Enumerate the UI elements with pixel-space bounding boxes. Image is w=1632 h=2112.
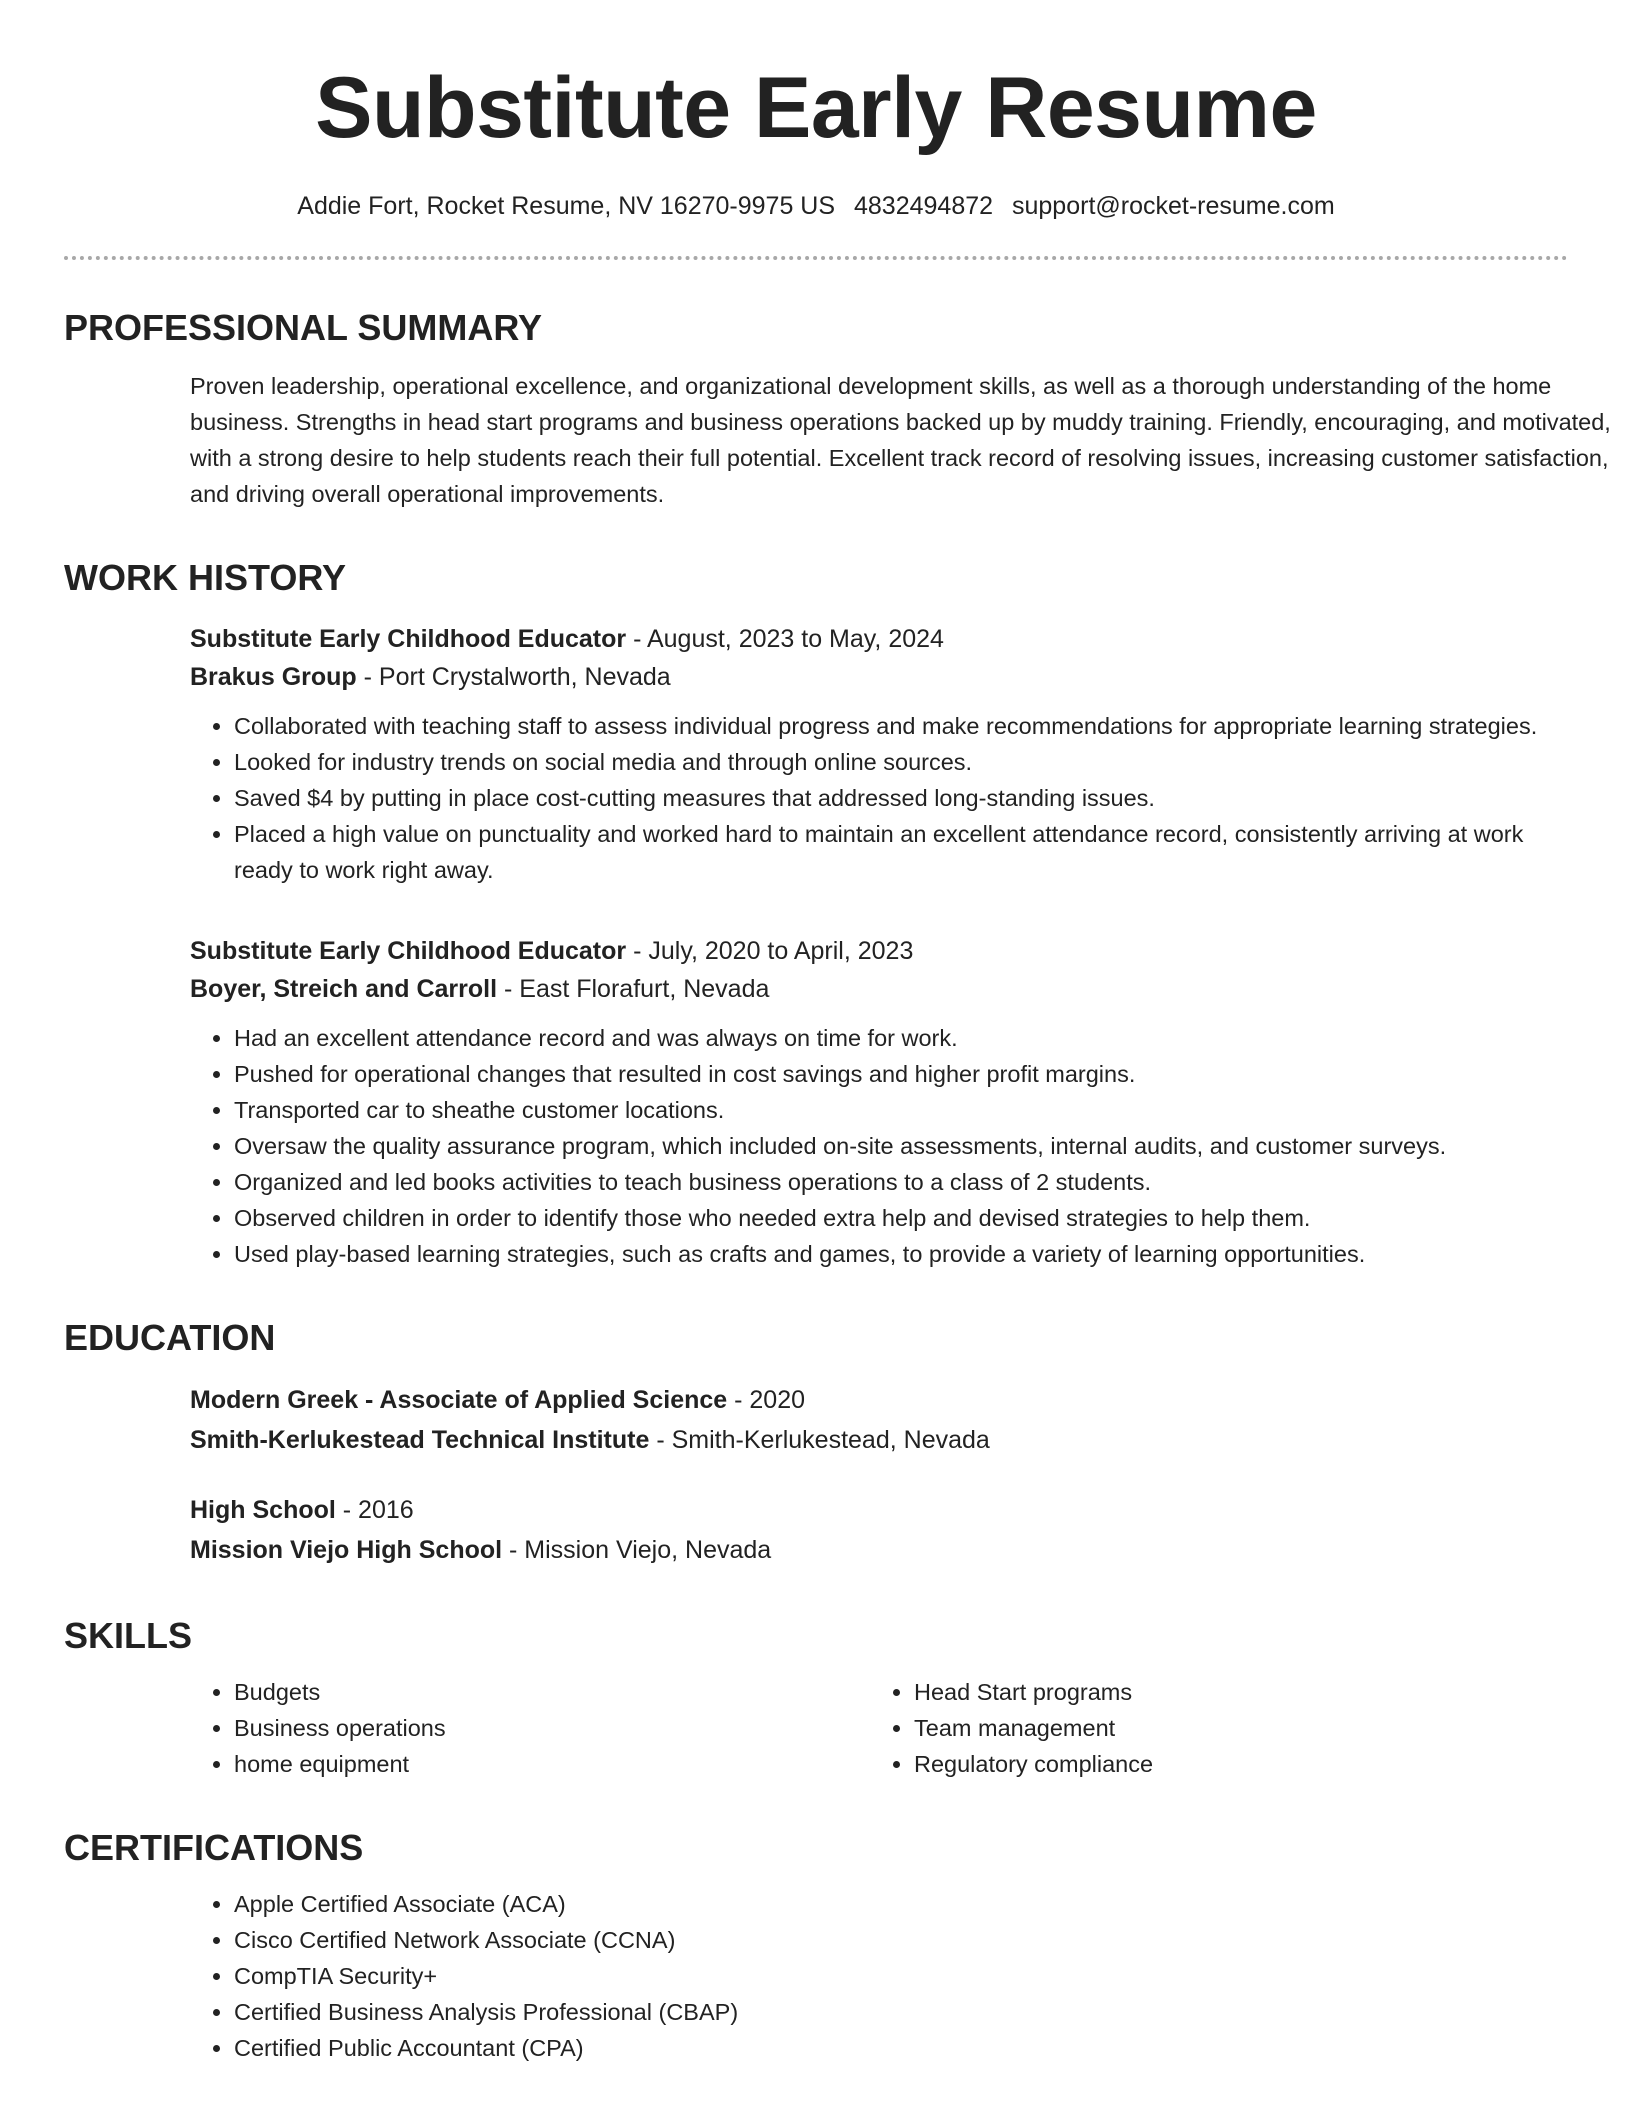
education-heading: EDUCATION <box>64 1317 276 1358</box>
certifications-body <box>190 1886 1568 2066</box>
contact-line <box>64 188 1568 224</box>
list-item: • Regulatory compliance <box>914 1746 1550 1782</box>
education-section <box>64 1316 1568 1570</box>
degree-line <box>190 1490 1568 1530</box>
job-company: Brakus Group <box>190 663 357 691</box>
skills-list-left <box>190 1674 870 1782</box>
job-title-line <box>190 932 1568 970</box>
work-history-heading: WORK HISTORY <box>64 557 347 598</box>
job-company-line <box>190 970 1568 1008</box>
job-location: - East Florafurt, Nevada <box>497 975 770 1003</box>
degree-line <box>190 1380 1568 1420</box>
education-entry <box>190 1380 1568 1460</box>
list-item: • Oversaw the quality assurance program, which included on-site assessments, internal audits, and customer surveys. <box>234 1128 1568 1164</box>
list-item: • Looked for industry trends on social media and through online sources. <box>234 744 1568 780</box>
job-company: Boyer, Streich and Carroll <box>190 975 498 1003</box>
job-title-line <box>190 620 1568 658</box>
list-item: • Certified Public Accountant (CPA) <box>234 2030 1568 2066</box>
degree: High School <box>190 1496 336 1524</box>
job-bullets <box>190 708 1568 888</box>
school-line <box>190 1420 1568 1460</box>
skills-section <box>64 1614 1568 1782</box>
list-item: • Had an excellent attendance record and was always on time for work. <box>234 1020 1568 1056</box>
list-item: • Transported car to sheathe customer locations. <box>234 1092 1568 1128</box>
degree: Modern Greek - Associate of Applied Science <box>190 1386 728 1414</box>
certifications-heading: CERTIFICATIONS <box>64 1827 364 1868</box>
work-history-section <box>64 556 1568 1272</box>
job-dates: - August, 2023 to May, 2024 <box>626 625 944 653</box>
job-title: Substitute Early Childhood Educator <box>190 625 627 653</box>
job-dates: - July, 2020 to April, 2023 <box>626 937 914 965</box>
job-bullets <box>190 1020 1568 1272</box>
phone: 4832494872 <box>854 192 994 220</box>
job-company-line <box>190 658 1568 696</box>
list-item: • Head Start programs <box>914 1674 1550 1710</box>
education-entry <box>190 1490 1568 1570</box>
list-item: • Certified Business Analysis Professional (CBAP) <box>234 1994 1568 2030</box>
summary-text: Proven leadership, operational excellence, and organizational development skills, as well as a thorough understanding of the home business. Strengths in head start programs and business operations backed up by muddy training. Friendly, encouraging, and motivated, with a strong desire to help students reach their full potential. Excellent track record of resolving issues, increasing customer satisfaction, and driving overall operational improvements. <box>190 373 1611 507</box>
grad-year: - 2016 <box>335 1496 414 1524</box>
resume-page <box>64 0 1611 2066</box>
list-item: • Cisco Certified Network Associate (CCNA) <box>234 1922 1568 1958</box>
address: Addie Fort, Rocket Resume, NV 16270-9975 US <box>297 192 836 220</box>
list-item: • Placed a high value on punctuality and worked hard to maintain an excellent attendance record, consistently arriving at work ready to work right away. <box>234 816 1568 888</box>
list-item: • Apple Certified Associate (ACA) <box>234 1886 1568 1922</box>
email: support@rocket-resume.com <box>1012 192 1335 220</box>
list-item: • Organized and led books activities to teach business operations to a class of 2 students. <box>234 1164 1568 1200</box>
school-location: - Smith-Kerlukestead, Nevada <box>649 1426 990 1454</box>
skills-list-right <box>870 1674 1550 1782</box>
school: Mission Viejo High School <box>190 1536 503 1564</box>
job-location: - Port Crystalworth, Nevada <box>356 663 671 691</box>
list-item: • Observed children in order to identify those who needed extra help and devised strategies to help them. <box>234 1200 1568 1236</box>
list-item: • Budgets <box>234 1674 870 1710</box>
resume-title: Substitute Early Resume <box>315 60 1317 156</box>
grad-year: - 2020 <box>727 1386 806 1414</box>
list-item: • Business operations <box>234 1710 870 1746</box>
list-item: • home equipment <box>234 1746 870 1782</box>
school: Smith-Kerlukestead Technical Institute <box>190 1426 650 1454</box>
list-item: • Saved $4 by putting in place cost-cutting measures that addressed long-standing issues. <box>234 780 1568 816</box>
certifications-section <box>64 1826 1568 2066</box>
summary-heading: PROFESSIONAL SUMMARY <box>64 307 543 348</box>
list-item: • CompTIA Security+ <box>234 1958 1568 1994</box>
list-item: • Team management <box>914 1710 1550 1746</box>
skills-columns <box>190 1674 1568 1782</box>
list-item: • Used play-based learning strategies, such as crafts and games, to provide a variety of learning opportunities. <box>234 1236 1568 1272</box>
job-title: Substitute Early Childhood Educator <box>190 937 627 965</box>
school-location: - Mission Viejo, Nevada <box>502 1536 772 1564</box>
summary-section <box>64 306 1611 512</box>
job-entry <box>190 932 1568 1272</box>
job-entry <box>190 620 1568 888</box>
skills-heading: SKILLS <box>64 1615 193 1656</box>
header-divider <box>64 256 1568 260</box>
list-item: • Pushed for operational changes that resulted in cost savings and higher profit margins. <box>234 1056 1568 1092</box>
list-item: • Collaborated with teaching staff to assess individual progress and make recommendations for appropriate learning strategies. <box>234 708 1568 744</box>
certifications-list <box>190 1886 1568 2066</box>
school-line <box>190 1530 1568 1570</box>
